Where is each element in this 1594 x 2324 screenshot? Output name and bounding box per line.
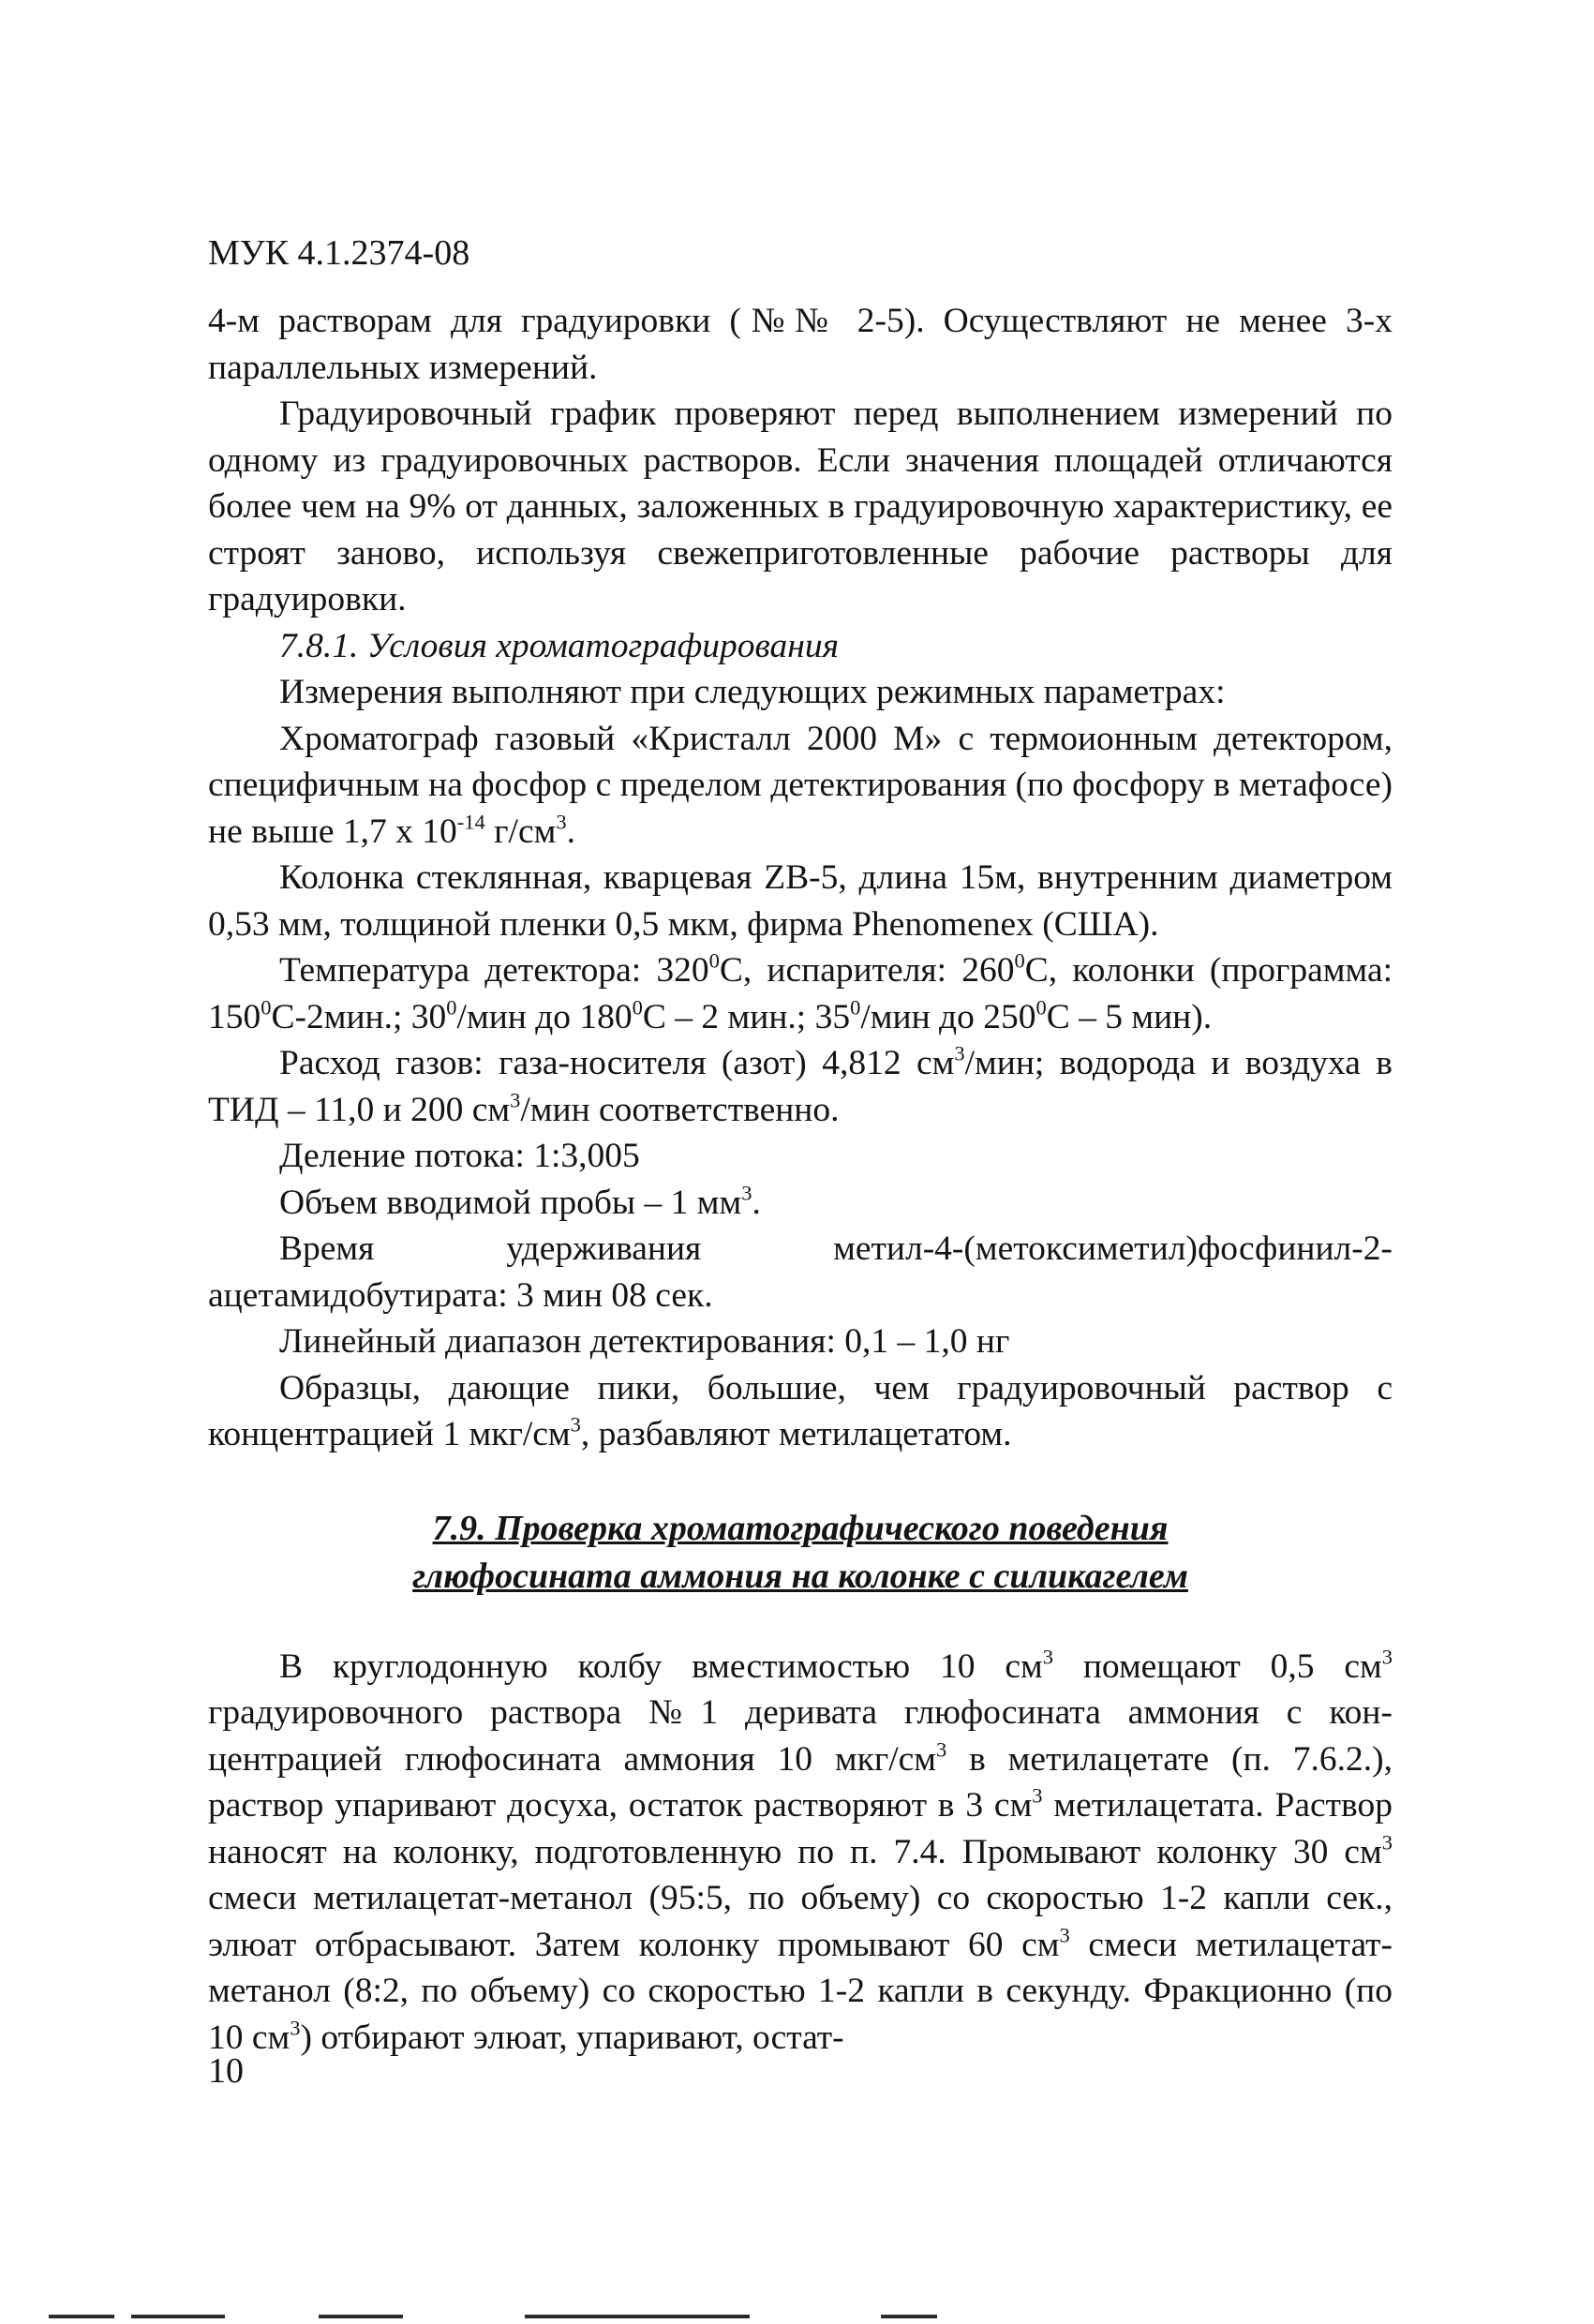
subheading-chromatography-conditions: 7.8.1. Условия хроматографирования <box>279 626 840 665</box>
scan-artifact-mark <box>49 2315 114 2318</box>
scan-artifact-strip <box>0 2307 1594 2324</box>
text-run: /мин; водорода и воздуха в ТИД – 11,0 и 200 см <box>208 1044 1393 1129</box>
paragraph-column: Колонка стеклянная, кварцевая ZB-5, длина 15м, внутренним диаметром 0,53 мм, толщиной пленки 0,5 мкм, фирма Phenomenex (США). <box>208 858 1393 944</box>
paragraph-gas-flow <box>208 1040 1393 1133</box>
paragraph-chromatograph <box>208 716 1393 856</box>
text-run: В круглодонную колбу вместимостью 10 см <box>279 1646 1043 1686</box>
text-run: /мин соответственно. <box>520 1090 840 1129</box>
text-run: градуировочного раствора №1 деривата глюфосината аммония с концентрацией глюфосината аммония 10 мкг/см <box>208 1693 1393 1779</box>
text-run: С – 2 мин.; 35 <box>642 997 851 1036</box>
text-run: Хроматограф газовый «Кристалл 2000 М» с термоионным детектором, специфичным на фосфор с пределом детектирования (по фосфору в метафосе) не выше 1,7 х 10 <box>208 719 1393 851</box>
text-run: С, колонки (программа: 150 <box>208 951 1393 1036</box>
superscript: 3 <box>290 2015 301 2039</box>
superscript: 3 <box>1032 1783 1043 1808</box>
paragraph-injection-volume <box>208 1180 1393 1227</box>
superscript: 0 <box>1035 994 1047 1019</box>
superscript: 0 <box>632 994 643 1019</box>
page-number: 10 <box>208 2051 244 2091</box>
section-heading-line-1: 7.9. Проверка хроматографического поведения <box>432 1508 1169 1548</box>
text-run: . <box>752 1183 761 1222</box>
paragraph-measurement-modes: Измерения выполняют при следующих режимных параметрах: <box>279 673 1226 711</box>
superscript: 3 <box>556 809 567 833</box>
section-heading-line-2: глюфосината аммония на колонке с силикагелем <box>412 1556 1188 1596</box>
superscript: 3 <box>936 1736 947 1761</box>
superscript: -14 <box>456 809 485 833</box>
paragraph-silica-column-procedure <box>208 1644 1393 2062</box>
text-run: г/см <box>484 812 557 851</box>
superscript: 3 <box>510 1087 521 1111</box>
superscript: 0 <box>261 994 272 1019</box>
paragraph-temperature <box>208 947 1393 1040</box>
superscript: 3 <box>1381 1644 1393 1668</box>
text-run: смеси метилацетат-метанол (95:5, по объему) со скоростью 1-2 капли сек., элюат отбрасывают. Затем колонку промывают 60 см <box>208 1879 1393 1964</box>
scan-artifact-mark <box>131 2315 225 2318</box>
superscript: 3 <box>741 1180 752 1204</box>
page-body <box>208 298 1393 2061</box>
scan-artifact-mark <box>319 2315 403 2318</box>
superscript: 0 <box>708 948 720 973</box>
superscript: 3 <box>1042 1644 1053 1668</box>
text-run: С – 5 мин). <box>1046 997 1213 1036</box>
text-run: /мин до 180 <box>456 997 633 1036</box>
superscript: 0 <box>850 994 861 1019</box>
text-run: метилацетата. Раствор наносят на колонку, подготовленную по п. 7.4. Промывают колонку 30 см <box>208 1786 1393 1871</box>
text-run: , разбавляют метилацетатом. <box>580 1415 1012 1453</box>
superscript: 3 <box>954 1041 965 1065</box>
paragraph-retention-time: Время удерживания метил-4-(метоксиметил)фосфинил-2-ацетамидобутирата: 3 мин 08 сек. <box>208 1229 1393 1315</box>
text-run: С-2мин.; 30 <box>271 997 447 1036</box>
text-run: . <box>566 812 575 851</box>
scan-artifact-mark <box>525 2315 750 2318</box>
text-run: Образцы, дающие пики, большие, чем градуировочный раствор с концентрацией 1 мкг/см <box>208 1368 1393 1453</box>
paragraph-linear-range: Линейный диапазон детектирования: 0,1 – 1,0 нг <box>279 1322 1010 1361</box>
text-run: в метилацетате (п. 7.6.2.), раствор упаривают досуха, остаток растворяют в 3 см <box>208 1739 1393 1825</box>
superscript: 3 <box>1381 1829 1393 1854</box>
paragraph-dilution <box>208 1365 1393 1458</box>
text-run: Температура детектора: 320 <box>279 951 709 990</box>
text-run: С, испарителя: 260 <box>719 951 1015 990</box>
text-run: /мин до 250 <box>860 997 1036 1036</box>
text-run: Расход газов: газа-носителя (азот) 4,812 см <box>279 1044 955 1082</box>
superscript: 0 <box>1014 948 1025 973</box>
text-run: Объем вводимой пробы – 1 мм <box>279 1183 742 1222</box>
section-heading-7-9 <box>208 1505 1393 1601</box>
superscript: 3 <box>570 1412 581 1437</box>
document-code-header: МУК 4.1.2374-08 <box>208 233 470 273</box>
text-run: помещают 0,5 см <box>1052 1646 1382 1686</box>
scan-artifact-mark <box>881 2315 937 2318</box>
paragraph-continuation: 4-м растворам для градуировки (№№ 2-5). Осуществляют не менее 3-х параллельных измерений. <box>208 302 1393 387</box>
paragraph-split-ratio: Деление потока: 1:3,005 <box>279 1137 640 1175</box>
superscript: 0 <box>446 994 457 1019</box>
text-run: смеси метилацетат-метанол (8:2, по объему) со скоростью 1-2 капли в секунду. Фракционно (по 10 см <box>208 1925 1393 2057</box>
paragraph-calibration-check: Градуировочный график проверяют перед выполнением измерений по одному из градуировочных растворов. Если значения площадей отличаются более чем на 9% от данных, заложенных в градуировочную характеристику, ее строят заново, используя свежеприготовленные рабочие растворы для градуировки. <box>208 395 1393 618</box>
text-run: ) отбирают элюат, упаривают, остат- <box>300 2018 844 2057</box>
superscript: 3 <box>1059 1922 1070 1946</box>
